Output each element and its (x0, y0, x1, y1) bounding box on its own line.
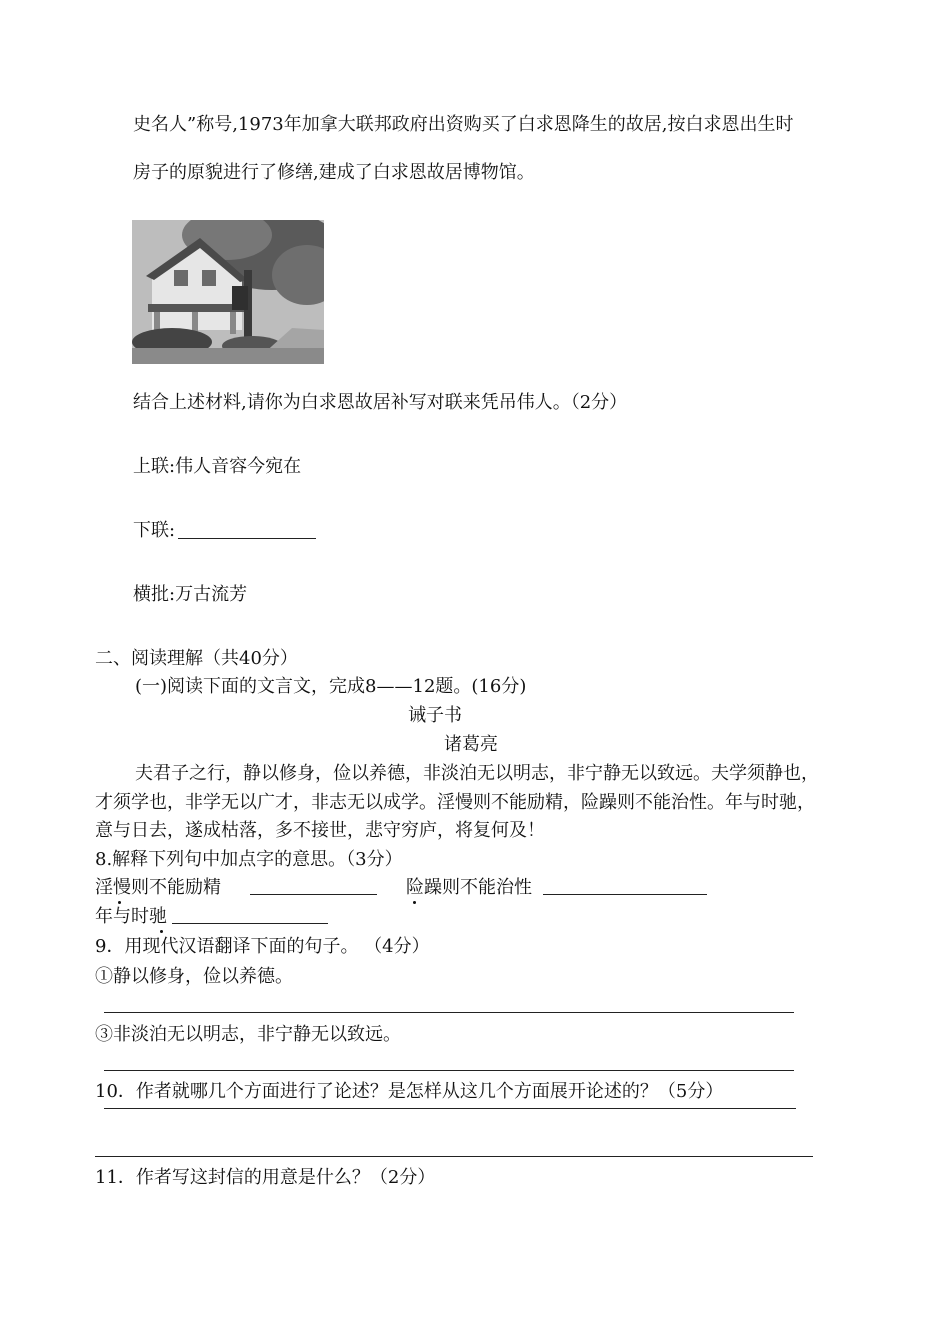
q10-answer-line-1[interactable] (104, 1108, 796, 1109)
section2-heading: 二、阅读理解（共40分） (95, 648, 298, 669)
q9-sentence-1: ①静以修身，俭以养德。 (95, 966, 293, 987)
text-paragraph-line-2: 才须学也，非学无以广才，非志无以成学。淫慢则不能励精，险躁则不能治性。年与时驰， (95, 792, 815, 813)
couplet-upper: 上联:伟人音容今宛在 (133, 456, 302, 477)
house-photo-icon (132, 220, 324, 364)
couplet-lower-answer-line[interactable] (178, 538, 316, 539)
couplet-prompt: 结合上述材料,请你为白求恩故居补写对联来凭吊伟人。（2分） (133, 392, 628, 413)
q8-prompt: 8.解释下列句中加点字的意思。（3分） (95, 849, 403, 870)
q8-answer-line-2[interactable] (543, 894, 707, 895)
intro-line-1: 史名人”称号,1973年加拿大联邦政府出资购买了白求恩降生的故居,按白求恩出生时 (133, 114, 794, 135)
couplet-horizontal: 横批:万古流芳 (133, 584, 248, 605)
q10-answer-line-2[interactable] (95, 1156, 813, 1157)
q9-answer-line-2[interactable] (104, 1070, 794, 1071)
text-paragraph-line-1: 夫君子之行，静以修身，俭以养德，非淡泊无以明志，非宁静无以致远。夫学须静也， (135, 763, 819, 784)
q9-sentence-2: ③非淡泊无以明志，非宁静无以致远。 (95, 1024, 401, 1045)
q11-prompt: 11．作者写这封信的用意是什么？（2分） (95, 1167, 436, 1188)
q8-item-2: 险躁则不能治性 (406, 877, 532, 898)
couplet-lower-label: 下联: (133, 520, 176, 541)
q8-item-3: 年与时驰 (95, 906, 167, 927)
house-photo (132, 220, 324, 364)
text-author: 诸葛亮 (444, 734, 498, 755)
intro-line-2: 房子的原貌进行了修缮,建成了白求恩故居博物馆。 (133, 162, 535, 183)
emphasis-dot (413, 901, 416, 904)
q9-prompt: 9．用现代汉语翻译下面的句子。 （4分） (95, 936, 430, 957)
q10-prompt: 10．作者就哪几个方面进行了论述？是怎样从这几个方面展开论述的？（5分） (95, 1081, 724, 1102)
q9-answer-line-1[interactable] (104, 1012, 794, 1013)
emphasis-dot (160, 930, 163, 933)
text-title: 诫子书 (408, 705, 462, 726)
q8-item-1: 淫慢则不能励精 (95, 877, 221, 898)
emphasis-dot (118, 901, 121, 904)
q8-answer-line-3[interactable] (172, 923, 328, 924)
q8-answer-line-1[interactable] (250, 894, 377, 895)
section2-subheading: (一)阅读下面的文言文，完成8——12题。(16分) (135, 676, 527, 697)
text-paragraph-line-3: 意与日去，遂成枯落，多不接世，悲守穷庐，将复何及！ (95, 820, 545, 841)
